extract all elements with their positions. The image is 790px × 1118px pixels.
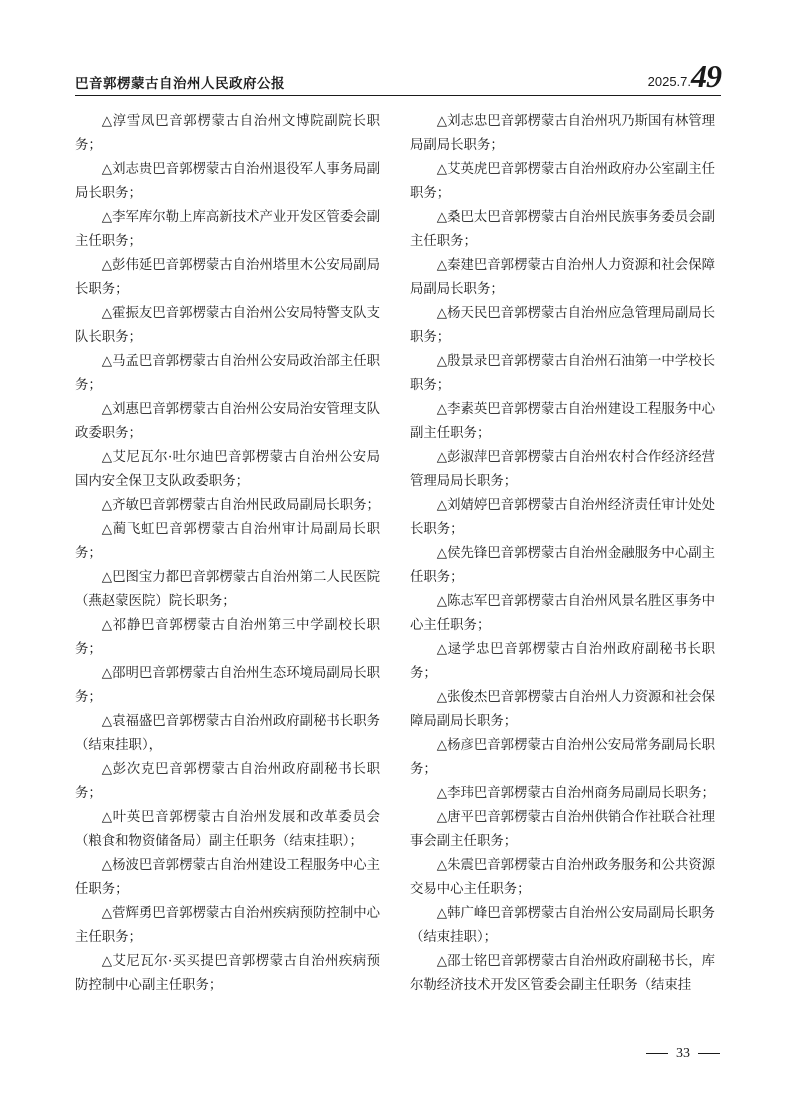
appointment-item: △巴图宝力都巴音郭楞蒙古自治州第二人民医院（燕赵蒙医院）院长职务； — [75, 570, 380, 609]
appointment-item: △艾英虎巴音郭楞蒙古自治州政府办公室副主任职务； — [410, 162, 715, 201]
appointment-item: △马孟巴音郭楞蒙古自治州公安局政治部主任职务； — [75, 354, 380, 393]
appointment-item: △蔺飞虹巴音郭楞蒙古自治州审计局副局长职务； — [75, 522, 380, 561]
appointment-item: △淳雪凤巴音郭楞蒙古自治州文博院副院长职务； — [75, 114, 380, 153]
appointment-item: △彭淑萍巴音郭楞蒙古自治州农村合作经济经营管理局局长职务； — [410, 450, 715, 489]
appointment-item: △唐平巴音郭楞蒙古自治州供销合作社联合社理事会副主任职务； — [410, 810, 715, 849]
appointment-item: △杨波巴音郭楞蒙古自治州建设工程服务中心主任职务； — [75, 858, 380, 897]
appointment-item: △李军库尔勒上库高新技术产业开发区管委会副主任职务； — [75, 210, 380, 249]
issue-date: 2025.7. — [647, 74, 691, 89]
right-column — [410, 110, 715, 998]
appointment-item: △侯先锋巴音郭楞蒙古自治州金融服务中心副主任职务； — [410, 546, 715, 585]
appointment-item: △秦建巴音郭楞蒙古自治州人力资源和社会保障局副局长职务； — [410, 258, 715, 297]
appointment-item: △邵士铭巴音郭楞蒙古自治州政府副秘书长，库尔勒经济技术开发区管委会副主任职务（结束挂 — [410, 954, 715, 993]
appointment-item: △张俊杰巴音郭楞蒙古自治州人力资源和社会保障局副局长职务； — [410, 690, 715, 729]
appointment-item: △桑巴太巴音郭楞蒙古自治州民族事务委员会副主任职务； — [410, 210, 715, 249]
appointment-item: △彭次克巴音郭楞蒙古自治州政府副秘书长职务； — [75, 762, 380, 801]
appointment-item: △逯学忠巴音郭楞蒙古自治州政府副秘书长职务； — [410, 642, 715, 681]
appointment-item: △霍振友巴音郭楞蒙古自治州公安局特警支队支队长职务； — [75, 306, 380, 345]
appointment-item: △齐敏巴音郭楞蒙古自治州民政局副局长职务； — [101, 498, 380, 513]
appointment-item: △刘志贵巴音郭楞蒙古自治州退役军人事务局副局长职务； — [75, 162, 380, 201]
appointment-item: △刘志忠巴音郭楞蒙古自治州巩乃斯国有林管理局副局长职务； — [410, 114, 715, 153]
appointment-item: △菅辉勇巴音郭楞蒙古自治州疾病预防控制中心主任职务； — [75, 906, 380, 945]
appointment-item: △李玮巴音郭楞蒙古自治州商务局副局长职务； — [436, 786, 715, 801]
appointment-item: △李素英巴音郭楞蒙古自治州建设工程服务中心副主任职务； — [410, 402, 715, 441]
issue-number: 49 — [691, 58, 721, 94]
appointment-item: △艾尼瓦尔·买买提巴音郭楞蒙古自治州疾病预防控制中心副主任职务； — [75, 954, 380, 993]
appointment-item: △刘婧婷巴音郭楞蒙古自治州经济责任审计处处长职务； — [410, 498, 715, 537]
page-footer — [646, 1046, 720, 1062]
appointment-item: △刘惠巴音郭楞蒙古自治州公安局治安管理支队政委职务； — [75, 402, 380, 441]
appointment-item: △韩广峰巴音郭楞蒙古自治州公安局副局长职务（结束挂职）； — [410, 906, 715, 945]
appointment-item: △袁福盛巴音郭楞蒙古自治州政府副秘书长职务（结束挂职）， — [75, 714, 380, 753]
appointment-item: △杨彦巴音郭楞蒙古自治州公安局常务副局长职务； — [410, 738, 715, 777]
appointment-item: △祁静巴音郭楞蒙古自治州第三中学副校长职务； — [75, 618, 380, 657]
appointment-item: △殷景录巴音郭楞蒙古自治州石油第一中学校长职务； — [410, 354, 715, 393]
appointment-item: △朱震巴音郭楞蒙古自治州政务服务和公共资源交易中心主任职务； — [410, 858, 715, 897]
footer-dash-right — [698, 1053, 720, 1054]
header-divider — [75, 95, 721, 96]
appointment-item: △艾尼瓦尔·吐尔迪巴音郭楞蒙古自治州公安局国内安全保卫支队政委职务； — [75, 450, 380, 489]
left-column — [75, 110, 380, 998]
page-number: 33 — [676, 1046, 690, 1061]
appointment-item: △叶英巴音郭楞蒙古自治州发展和改革委员会（粮食和物资储备局）副主任职务（结束挂职）； — [75, 810, 380, 849]
appointment-item: △陈志军巴音郭楞蒙古自治州风景名胜区事务中心主任职务； — [410, 594, 715, 633]
appointment-item: △彭伟延巴音郭楞蒙古自治州塔里木公安局副局长职务； — [75, 258, 380, 297]
appointment-item: △杨天民巴音郭楞蒙古自治州应急管理局副局长职务； — [410, 306, 715, 345]
footer-dash-left — [646, 1053, 668, 1054]
page-header — [75, 58, 721, 96]
appointment-item: △邵明巴音郭楞蒙古自治州生态环境局副局长职务； — [75, 666, 380, 705]
publication-title: 巴音郭楞蒙古自治州人民政府公报 — [75, 76, 285, 92]
